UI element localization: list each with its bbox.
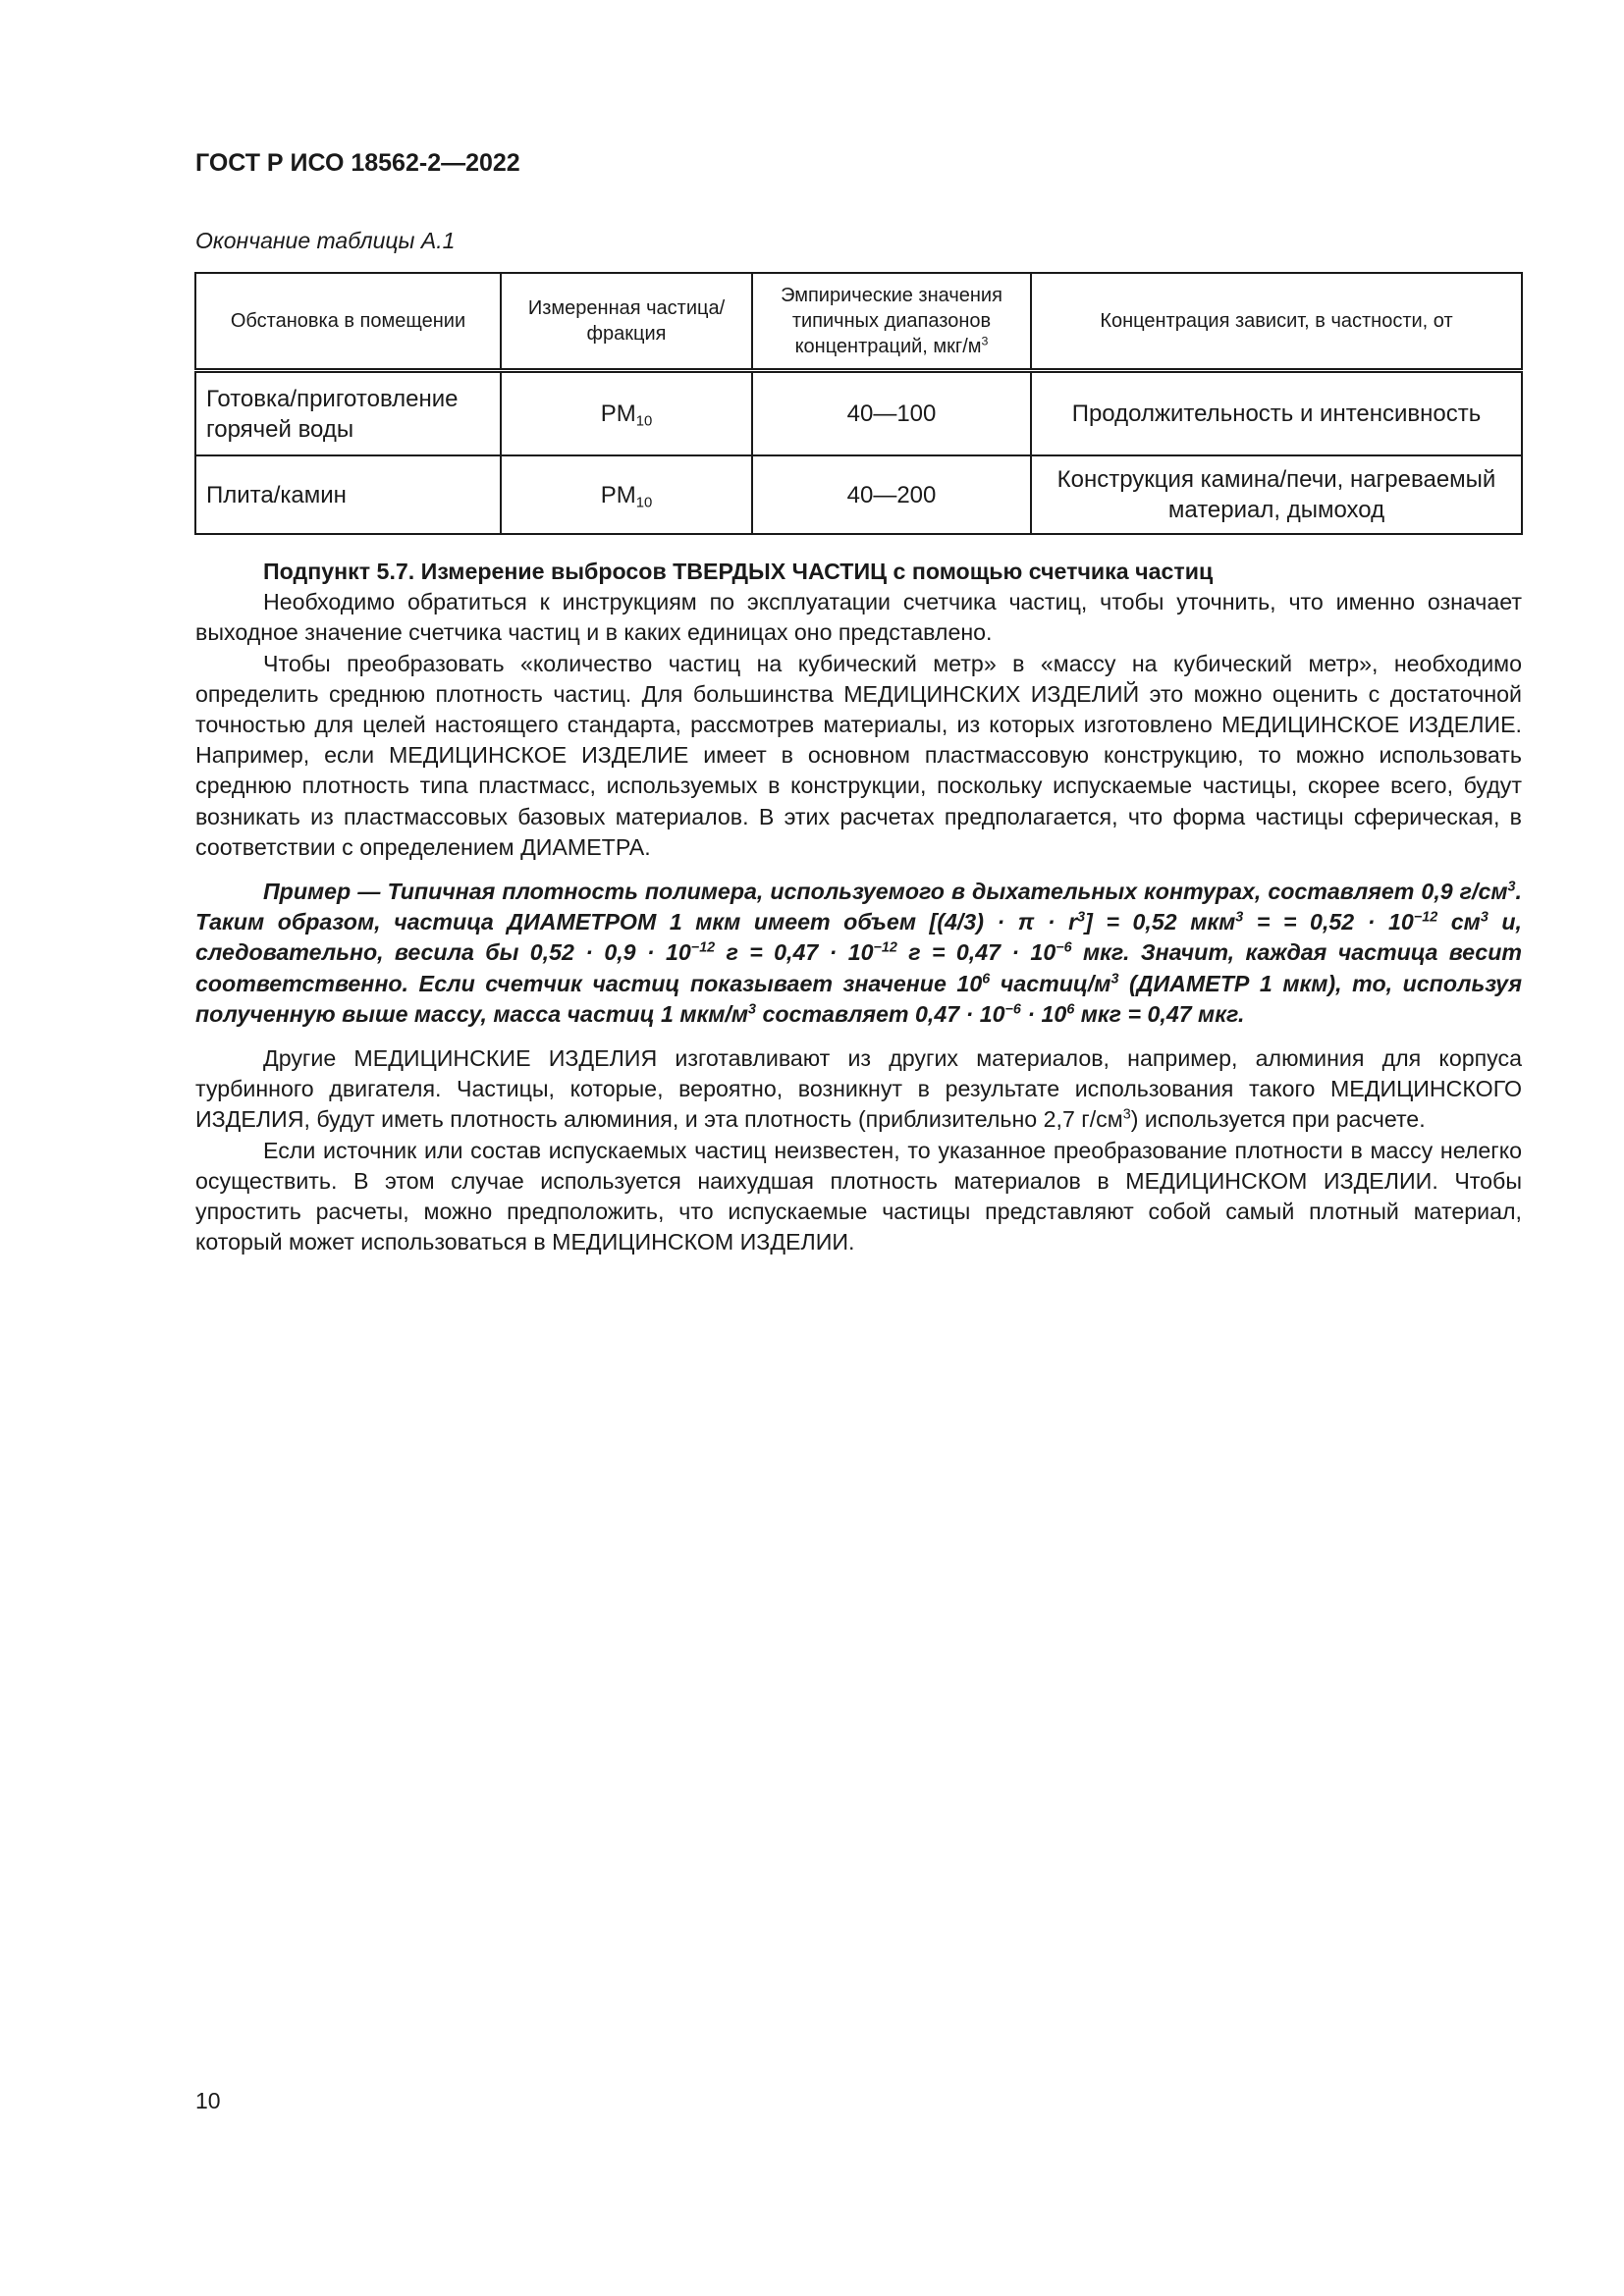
cell-setting: Плита/камин bbox=[195, 455, 501, 534]
body-text bbox=[195, 557, 1522, 1257]
column-header-range-text: Эмпирические значения типичных диапазонов концентраций, мкг/м bbox=[781, 285, 1002, 357]
page-number: 10 bbox=[195, 2088, 221, 2113]
table-caption: Окончание таблицы А.1 bbox=[195, 228, 456, 253]
unit-exponent: 3 bbox=[981, 334, 989, 348]
particle-name: PM bbox=[600, 481, 636, 508]
paragraph: Другие МЕДИЦИНСКИЕ ИЗДЕЛИЯ изготавливают из других материалов, например, алюминия для корпуса турбинного двигателя. Частицы, которые, вероятно, возникнут в результате использования такого МЕДИЦИНСКОГО ИЗДЕЛИЯ, будут иметь плотность алюминия, и эта плотность (приблизительно 2,7 $г/см^3$) используется при расчете. bbox=[195, 1045, 1522, 1133]
paragraph: Чтобы преобразовать «количество частиц на кубический метр» в «массу на кубический метр», необходимо определить среднюю плотность частиц. Для большинства МЕДИЦИНСКИХ ИЗДЕЛИЙ это можно оценить с достаточной точностью для целей настоящего стандарта, рассмотрев материалы, из которых изготовлено МЕДИЦИНСКОЕ ИЗДЕЛИЕ. Например, если МЕДИЦИНСКОЕ ИЗДЕЛИЕ имеет в основном пластмассовую конструкцию, то можно использовать среднюю плотность типа пластмасс, используемых в конструкции, поскольку испускаемые частицы, скорее всего, будут возникать из пластмассовых базовых материалов. В этих расчетах предполагается, что форма частицы сферическая, в соответствии с определением ДИАМЕТРА. bbox=[195, 650, 1522, 860]
cell-particle bbox=[501, 371, 752, 456]
paragraph: Если источник или состав испускаемых частиц неизвестен, то указанное преобразование плотности в массу нелегко осуществить. В этом случае используется наихудшая плотность материалов в МЕДИЦИНСКОМ ИЗДЕЛИИ. Чтобы упростить расчеты, можно предположить, что испускаемые частицы представляют собой самый плотный материал, который может использоваться в МЕДИЦИНСКОМ ИЗДЕЛИИ. bbox=[195, 1137, 1522, 1255]
table-row bbox=[195, 455, 1522, 534]
document-header: ГОСТ Р ИСО 18562-2—2022 bbox=[195, 149, 520, 177]
table-header-row bbox=[195, 273, 1522, 371]
column-header-range bbox=[752, 273, 1031, 371]
cell-particle bbox=[501, 455, 752, 534]
particle-subscript: 10 bbox=[635, 494, 653, 510]
paragraph: Необходимо обратиться к инструкциям по эксплуатации счетчика частиц, чтобы уточнить, что именно означает выходное значение счетчика частиц и в каких единицах оно представлено. bbox=[195, 589, 1522, 646]
cell-depends-on: Продолжительность и интенсивность bbox=[1031, 371, 1522, 456]
table-row bbox=[195, 371, 1522, 456]
concentration-table bbox=[194, 272, 1523, 535]
cell-depends-on: Конструкция камина/печи, нагреваемый материал, дымоход bbox=[1031, 455, 1522, 534]
column-header-particle: Измеренная частица/ фракция bbox=[501, 273, 752, 371]
section-heading: Подпункт 5.7. Измерение выбросов ТВЕРДЫХ ЧАСТИЦ с помощью счетчика частиц bbox=[263, 559, 1214, 584]
particle-name: PM bbox=[600, 400, 636, 427]
column-header-setting: Обстановка в помещении bbox=[195, 273, 501, 371]
cell-setting: Готовка/приготовление горячей воды bbox=[195, 371, 501, 456]
cell-range: 40—100 bbox=[752, 371, 1031, 456]
cell-range: 40—200 bbox=[752, 455, 1031, 534]
particle-subscript: 10 bbox=[635, 413, 653, 430]
example-paragraph: Пример — Типичная плотность полимера, используемого в дыхательных контурах, составляет 0,9 $г/см^3$. Таким образом, частица ДИАМЕТРОМ 1 мкм имеет объем $[(4/3) \cdot \pi \cdot r^3] = 0,52$ мкм$^3$ = = $0,52 \cdot 10^{-12}$ $см^3$ и, следовательно, весила бы $0,52 \cdot 0,9 \cdot 10^{-12}$ $г = 0,47 \cdot 10^{-12}$ $г = 0,47 \cdot 10^{-6}$ мкг. Значит, каждая частица весит соответственно. Если счетчик частиц показывает значение $10^6$ частиц/$м^3$ (ДИАМЕТР 1 мкм), то, используя полученную выше массу, масса частиц 1 мкм/$м^3$ составляет $0,47 \cdot 10^{-6} \cdot 10^6$ мкг = 0,47 мкг. bbox=[195, 879, 1522, 1027]
column-header-depends-on: Концентрация зависит, в частности, от bbox=[1031, 273, 1522, 371]
